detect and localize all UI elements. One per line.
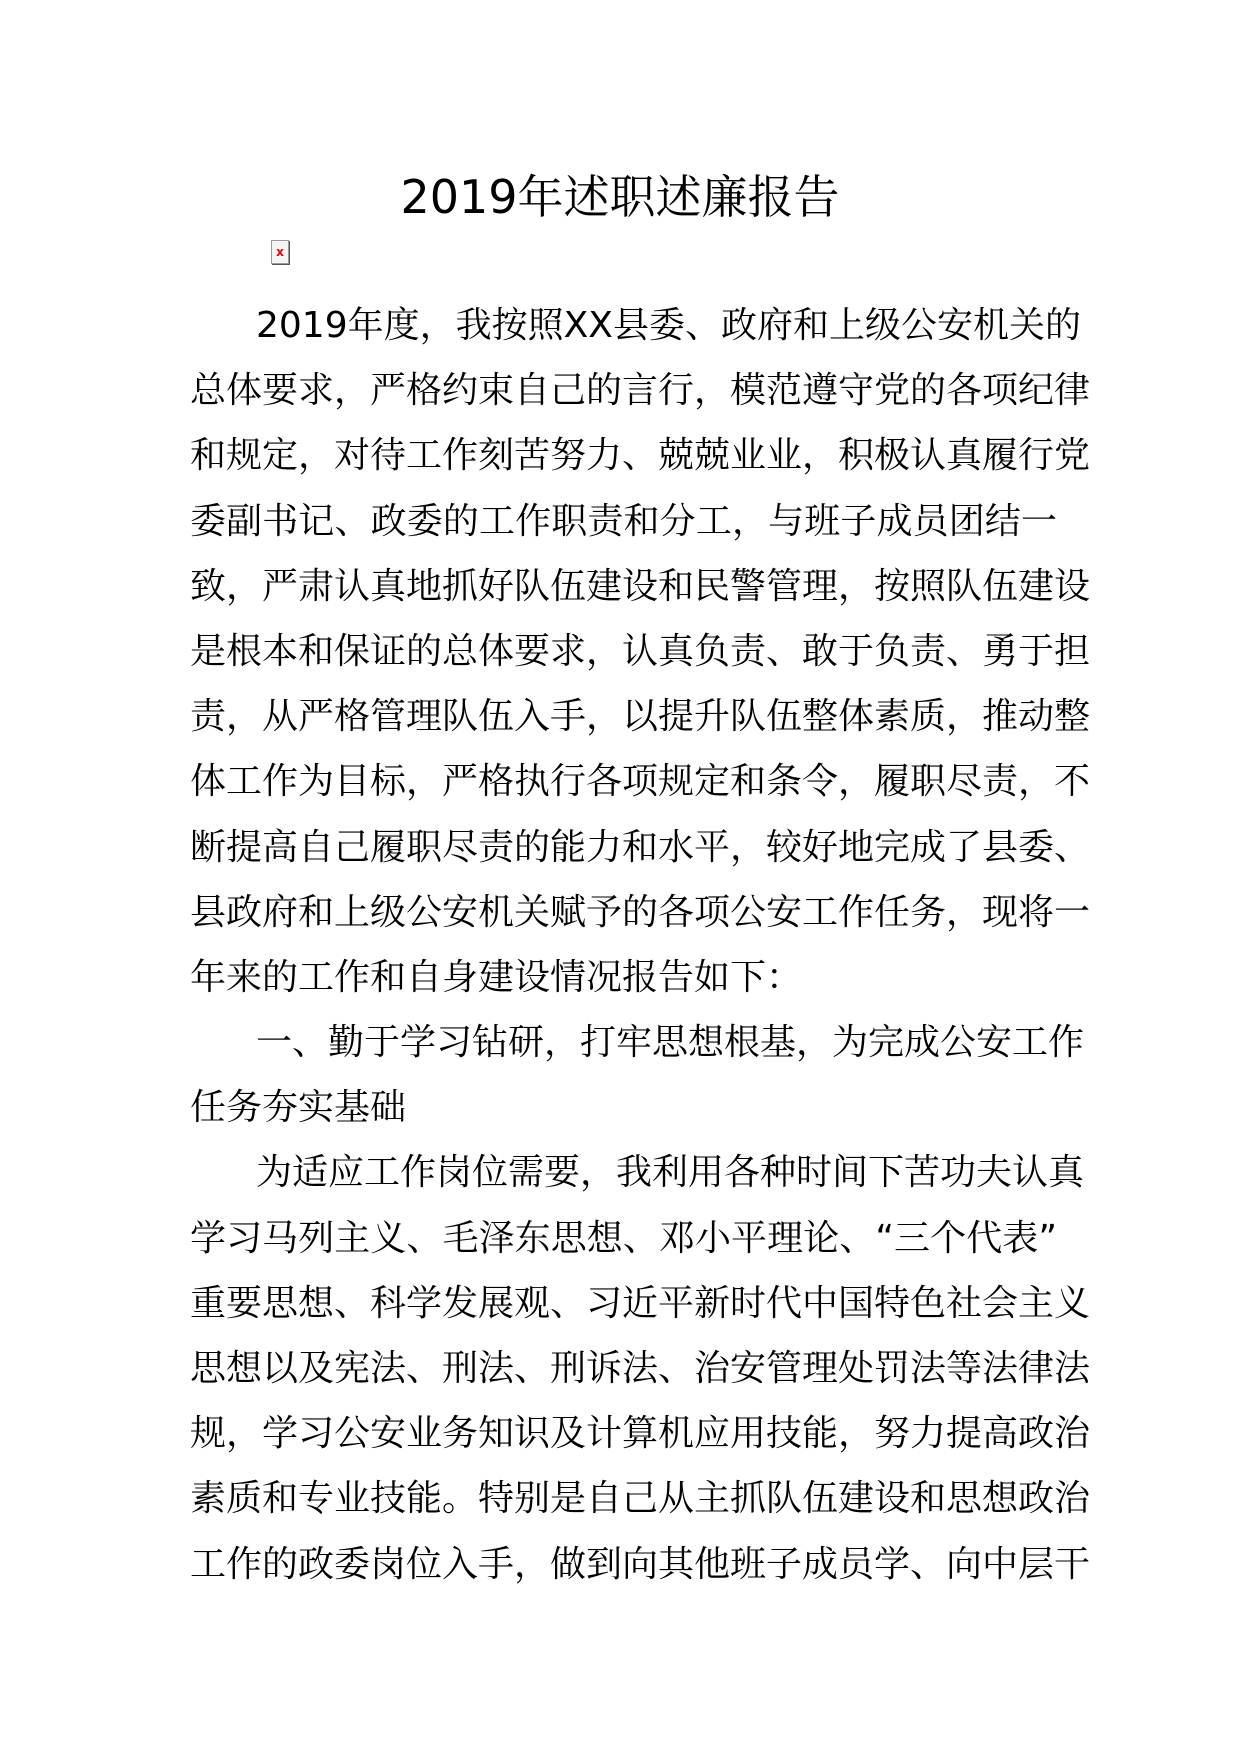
text-line: 责，从严格管理队伍入手，以提升队伍整体素质，推动整 — [190, 696, 1091, 738]
text-line: 委副书记、政委的工作职责和分工，与班子成员团结一 — [190, 500, 1057, 542]
text-line: 断提高自己履职尽责的能力和水平，较好地完成了县委、 — [190, 826, 1091, 868]
document-title: 2019年述职述廉报告 — [400, 170, 840, 224]
text-line: 工作的政委岗位入手，做到向其他班子成员学、向中层干 — [190, 1543, 1091, 1585]
text-line: 2019年度，我按照XX县委、政府和上级公安机关的 — [256, 305, 1081, 346]
text-line: 县政府和上级公安机关赋予的各项公安工作任务，现将一 — [190, 891, 1091, 933]
text-line: 规，学习公安业务知识及计算机应用技能，努力提高政治 — [190, 1413, 1091, 1455]
text-line: 体工作为目标，严格执行各项规定和条令，履职尽责，不 — [190, 761, 1091, 803]
broken-image-icon — [271, 240, 289, 264]
section-heading-1 — [190, 1010, 1085, 1140]
text-line: 总体要求，严格约束自己的言行，模范遵守党的各项纪律 — [190, 370, 1091, 412]
document-body — [190, 293, 1091, 1597]
text-line: 为适应工作岗位需要，我利用各种时间下苦功夫认真 — [256, 1152, 1085, 1194]
text-line: 素质和专业技能。特别是自己从主抓队伍建设和思想政治 — [190, 1478, 1091, 1520]
text-line: 重要思想、科学发展观、习近平新时代中国特色社会主义 — [190, 1282, 1091, 1324]
text-line: 学习马列主义、毛泽东思想、邓小平理论、“三个代表” — [190, 1217, 1057, 1259]
text-line: 是根本和保证的总体要求，认真负责、敢于负责、勇于担 — [190, 630, 1091, 672]
paragraph-study — [190, 1140, 1091, 1596]
heading-line: 一、勤于学习钻研，打牢思想根基，为完成公安工作 — [256, 1022, 1085, 1064]
broken-image-mark: x — [276, 245, 284, 259]
text-line: 思想以及宪法、刑法、刑诉法、治安管理处罚法等法律法 — [190, 1348, 1091, 1389]
text-line: 和规定，对待工作刻苦努力、兢兢业业，积极认真履行党 — [190, 435, 1091, 477]
text-line: 年来的工作和自身建设情况报告如下： — [190, 956, 803, 998]
text-line: 致，严肃认真地抓好队伍建设和民警管理，按照队伍建设 — [190, 565, 1091, 607]
paragraph-intro — [190, 293, 1091, 1010]
heading-line: 任务夯实基础 — [190, 1087, 407, 1129]
